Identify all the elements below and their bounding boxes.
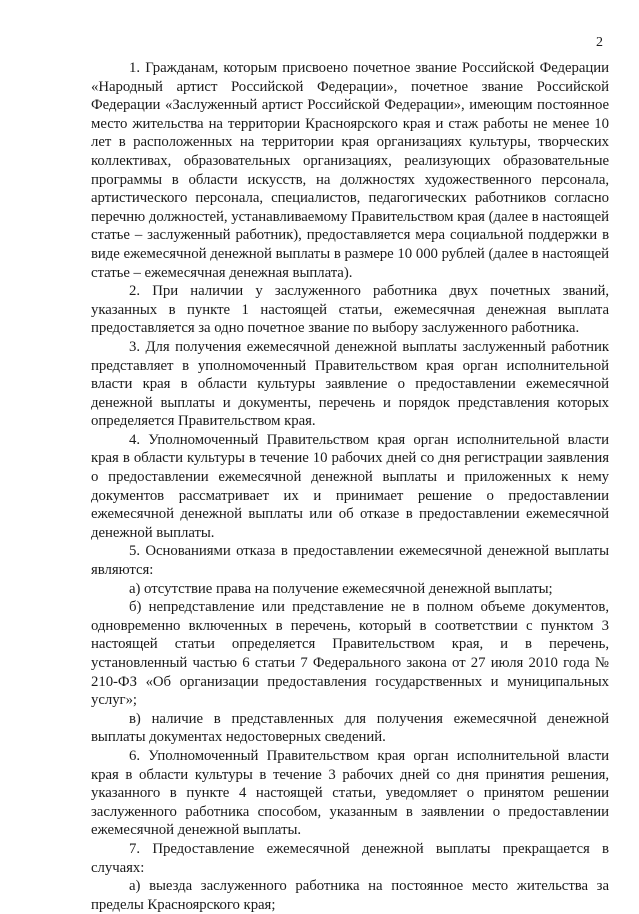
paragraph-3: 3. Для получения ежемесячной денежной выплаты заслуженный работник представляет в уполномоченный Правительством края орган исполнительной власти края в области культуры заявление о предоставлении ежемесячной денежной выплаты и документы, перечень и порядок представления которых определяется Правительством края. [91, 338, 609, 430]
paragraph-2: 2. При наличии у заслуженного работника двух почетных званий, указанных в пункте 1 настоящей статьи, ежемесячная денежная выплата предоставляется за одно почетное звание по выбору заслуженного работника. [91, 283, 609, 337]
paragraph-7a: а) выезда заслуженного работника на постоянное место жительства за пределы Красноярского края; [91, 878, 609, 913]
paragraph-1: 1. Гражданам, которым присвоено почетное звание Российской Федерации «Народный артист Российской Федерации», почетное звание Российской Федерации «Заслуженный артист Российской Федерации», имеющим постоянное место жительства на территории Красноярского края и стаж работы не менее 10 лет в расположенных на территории края организациях культуры, творческих коллективах, образовательных организациях, реализующих образовательные программы в области искусств, на должностях художественного персонала, артистического персонала, специалистов, педагогических работников согласно перечню должностей, устанавливаемому Правительством края (далее в настоящей статье – заслуженный работник), предоставляется мера социальной поддержки в виде ежемесячной денежной выплаты в размере 10 000 рублей (далее в настоящей статье – ежемесячная денежная выплата). [91, 60, 609, 281]
document-body [91, 59, 609, 914]
page-number: 2 [596, 35, 603, 50]
paragraph-5a: а) отсутствие права на получение ежемесячной денежной выплаты; [129, 580, 553, 597]
paragraph-5c: в) наличие в представленных для получения ежемесячной денежной выплаты документах недостоверных сведений. [91, 710, 609, 746]
paragraph-6: 6. Уполномоченный Правительством края орган исполнительной власти края в области культуры в течение 3 рабочих дней со дня принятия решения, указанного в пункте 4 настоящей статьи, уведомляет о принятом решении заслуженного работника способом, указанным в заявлении о предоставлении ежемесячной денежной выплаты. [91, 747, 609, 839]
paragraph-4: 4. Уполномоченный Правительством края орган исполнительной власти края в области культуры в течение 10 рабочих дней со дня регистрации заявления о предоставлении ежемесячной денежной выплаты и приложенных к нему документов рассматривает их и принимает решение о предоставлении ежемесячной денежной выплаты или об отказе в предоставлении ежемесячной денежной выплаты. [91, 431, 609, 541]
paragraph-5b: б) непредставление или представление не в полном объеме документов, одновременно включенных в перечень, который в соответствии с пунктом 3 настоящей статьи определяется Правительством края, и в перечень, установленный частью 6 статьи 7 Федерального закона от 27 июля 2010 года № 210-ФЗ «Об организации предоставления государственных и муниципальных услуг»; [91, 599, 609, 709]
paragraph-5: 5. Основаниями отказа в предоставлении ежемесячной денежной выплаты являются: [91, 543, 609, 579]
paragraph-7: 7. Предоставление ежемесячной денежной выплаты прекращается в случаях: [91, 840, 609, 876]
